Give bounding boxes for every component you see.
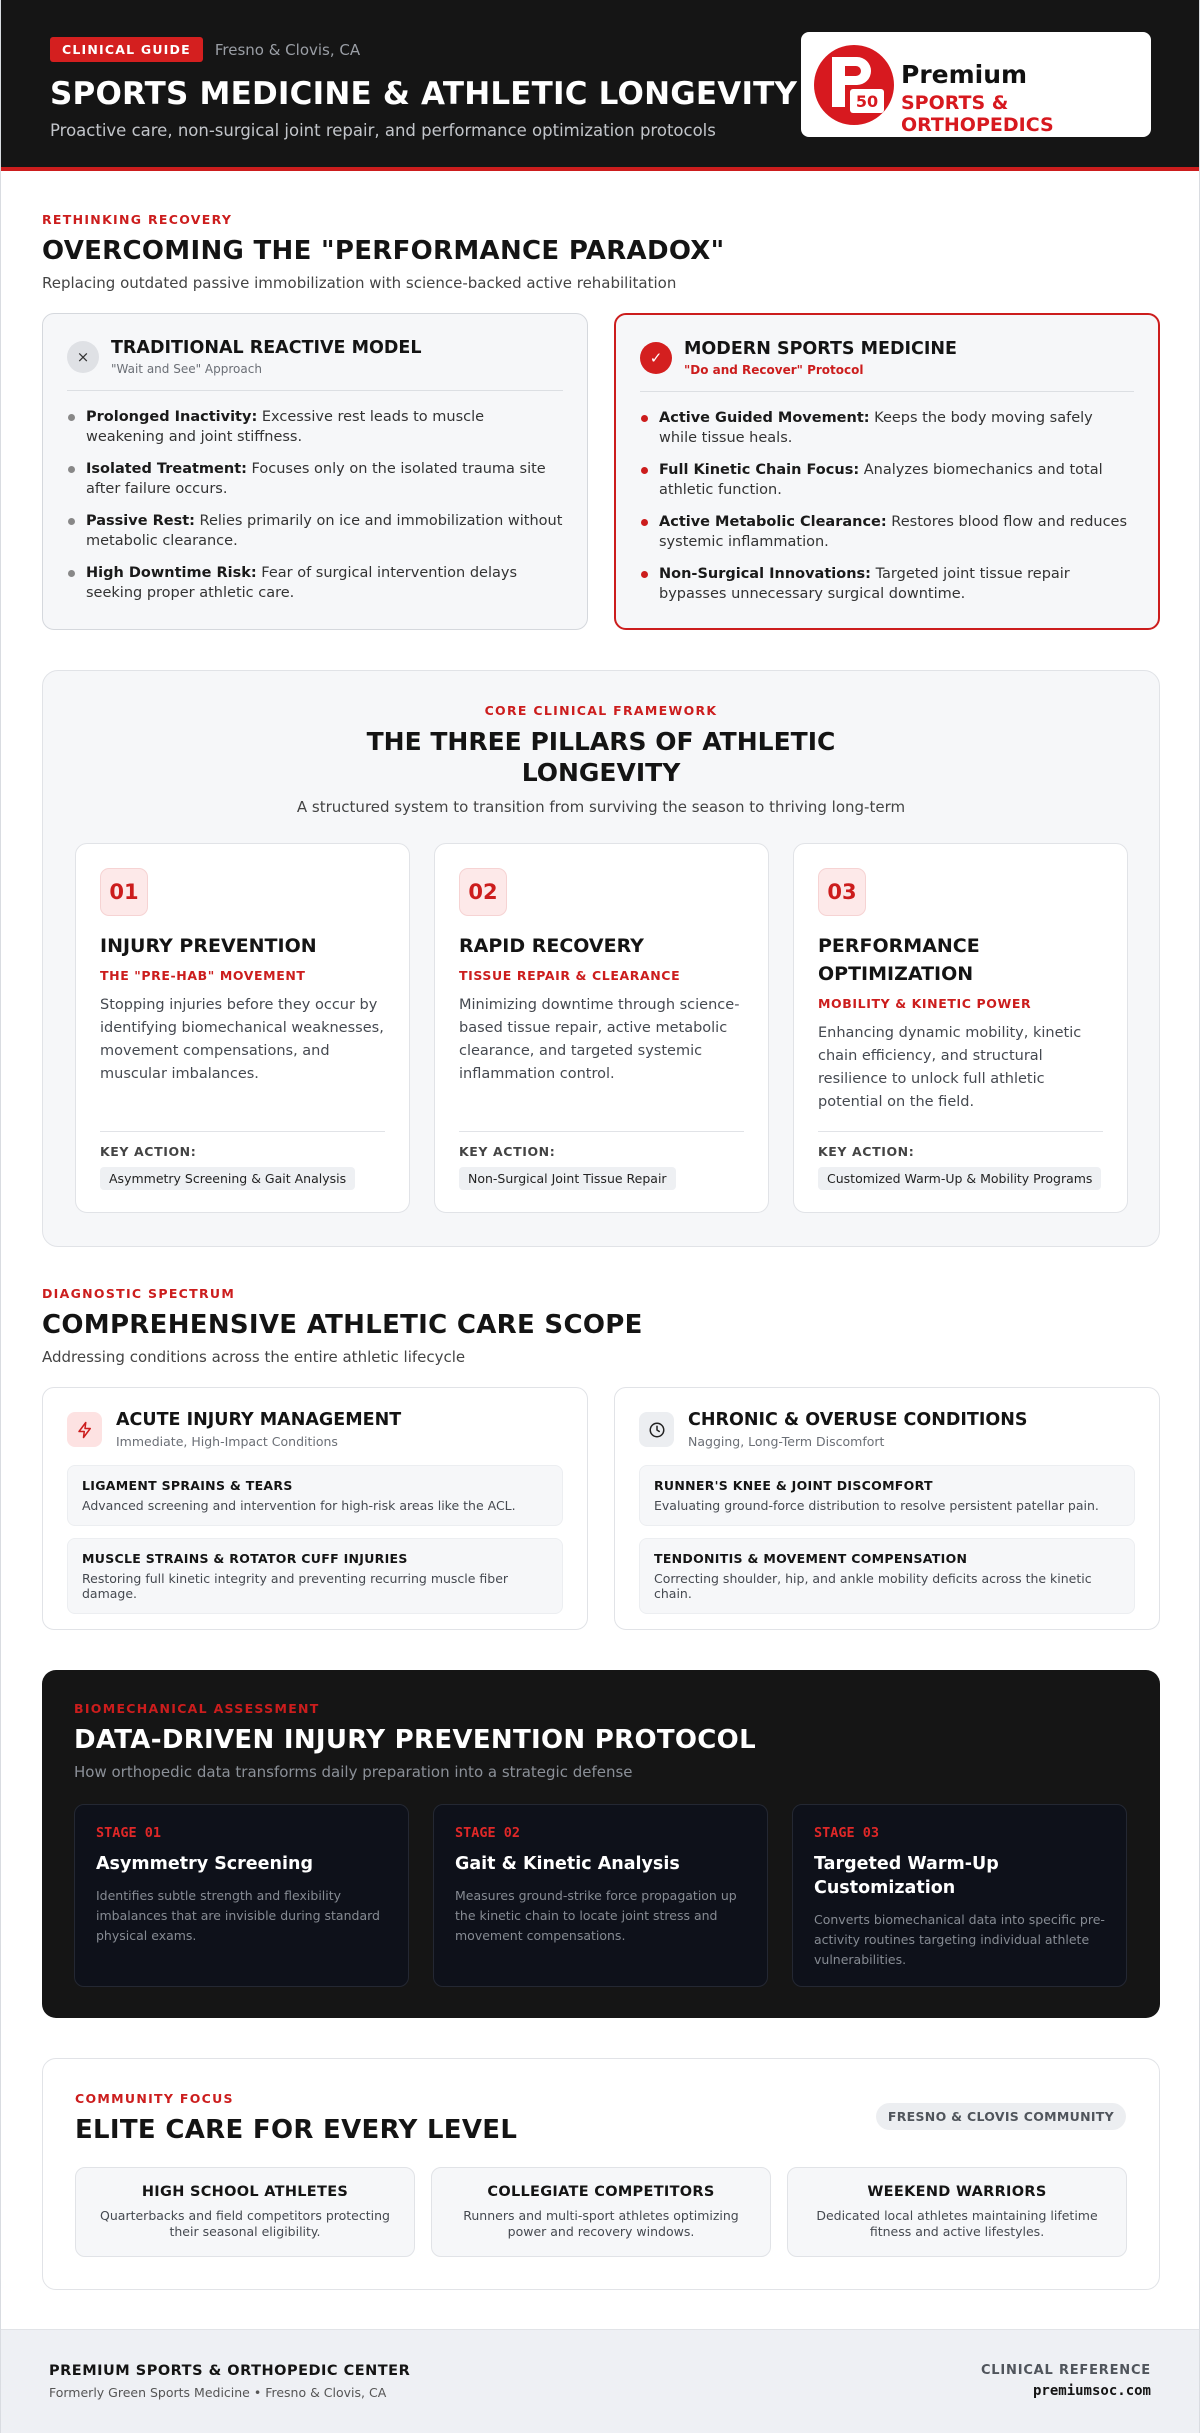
level-description: Runners and multi-sport athletes optimizing power and recovery windows. [463,2208,739,2239]
level-title: HIGH SCHOOL ATHLETES [141,2184,349,2200]
athlete-level-card [431,2167,771,2257]
level-description: Quarterbacks and field competitors protecting their seasonal eligibility. [100,2208,390,2239]
stage-card [74,1804,409,1987]
section-title: OVERCOMING THE "PERFORMANCE PARADOX" [42,236,725,266]
condition-title: TENDONITIS & MOVEMENT COMPENSATION [654,1551,968,1566]
footer-subtitle: Formerly Green Sports Medicine • Fresno & Clovis, CA [49,2385,387,2400]
stage-number: STAGE 01 [96,1825,162,1841]
section-subtitle: How orthopedic data transforms daily preparation into a strategic defense [74,1763,633,1781]
athlete-level-card [75,2167,415,2257]
list-item: Active Metabolic Clearance: Restores blood flow and reduces systemic inflammation. [640,512,1134,552]
stage-number: STAGE 02 [455,1825,521,1841]
card-title: MODERN SPORTS MEDICINE [684,339,957,359]
condition-item [67,1465,563,1526]
page-header [1,0,1199,171]
lightning-icon [67,1412,102,1447]
list-item: High Downtime Risk: Fear of surgical intervention delays seeking proper athletic care. [67,563,563,603]
stage-title: Gait & Kinetic Analysis [455,1854,680,1874]
key-action-label: KEY ACTION: [459,1144,556,1159]
athlete-level-card [787,2167,1127,2257]
list-item: Prolonged Inactivity: Excessive rest leads to muscle weakening and joint stiffness. [67,407,563,447]
condition-title: MUSCLE STRAINS & ROTATOR CUFF INJURIES [82,1551,408,1566]
section-eyebrow: BIOMECHANICAL ASSESSMENT [74,1701,320,1716]
acute-injury-card [42,1387,588,1630]
card-title: TRADITIONAL REACTIVE MODEL [111,338,422,358]
key-action-chip: Customized Warm-Up & Mobility Programs [818,1167,1101,1190]
logo-wordmark-primary: Premium [901,60,1028,89]
pillar-number: 01 [100,868,148,916]
condition-description: Evaluating ground-force distribution to resolve persistent patellar pain. [654,1498,1099,1513]
section-subtitle: A structured system to transition from surviving the season to thriving long-term [296,798,906,816]
section-title: DATA-DRIVEN INJURY PREVENTION PROTOCOL [74,1725,756,1755]
pillar-title: PERFORMANCE OPTIMIZATION [818,935,980,985]
card-title: ACUTE INJURY MANAGEMENT [116,1410,402,1430]
section-title: THE THREE PILLARS OF ATHLETIC LONGEVITY [366,727,836,787]
pillar-number: 02 [459,868,507,916]
card-title: CHRONIC & OVERUSE CONDITIONS [688,1410,1028,1430]
logo-wordmark-secondary: SPORTS & ORTHOPEDICS [901,92,1054,136]
section-eyebrow: DIAGNOSTIC SPECTRUM [42,1286,236,1301]
section-eyebrow: COMMUNITY FOCUS [75,2091,234,2106]
pillar-card-performance-optimization [793,843,1128,1213]
footer-title: PREMIUM SPORTS & ORTHOPEDIC CENTER [49,2363,411,2379]
protocol-section [42,1670,1160,2018]
condition-description: Correcting shoulder, hip, and ankle mobility deficits across the kinetic chain. [654,1571,1092,1601]
modern-medicine-card [614,313,1160,630]
section-eyebrow: CORE CLINICAL FRAMEWORK [484,703,718,718]
section-subtitle: Addressing conditions across the entire athletic lifecycle [42,1348,466,1366]
logo-mark-icon [814,45,894,125]
section-eyebrow: RETHINKING RECOVERY [42,212,233,227]
scope-section-header [42,1286,643,1366]
stage-description: Identifies subtle strength and flexibility imbalances that are invisible during standard physical exams. [96,1888,380,1943]
condition-description: Advanced screening and intervention for high-risk areas like the ACL. [82,1498,516,1513]
key-action-label: KEY ACTION: [818,1144,915,1159]
location-label: Fresno & Clovis, CA [214,40,361,59]
list-item: Full Kinetic Chain Focus: Analyzes biomechanics and total athletic function. [640,460,1134,500]
pillar-description: Stopping injuries before they occur by identifying biomechanical weaknesses, movement compensations, and muscular imbalances. [100,997,384,1082]
pillar-description: Enhancing dynamic mobility, kinetic chain efficiency, and structural resilience to unlock full athletic potential on the field. [818,1025,1082,1110]
condition-item [639,1465,1135,1526]
elite-care-section [42,2058,1160,2290]
pillar-tag: MOBILITY & KINETIC POWER [818,996,1032,1011]
level-title: WEEKEND WARRIORS [867,2184,1047,2200]
card-subtitle: Nagging, Long-Term Discomfort [688,1434,885,1449]
list-item: Passive Rest: Relies primarily on ice and immobilization without metabolic clearance. [67,511,563,551]
list-item: Non-Surgical Innovations: Targeted joint tissue repair bypasses unnecessary surgical downtime. [640,564,1134,604]
card-subtitle: Immediate, High-Impact Conditions [116,1434,338,1449]
stage-number: STAGE 03 [814,1825,880,1841]
card-subtitle: "Do and Recover" Protocol [684,363,864,377]
condition-title: RUNNER'S KNEE & JOINT DISCOMFORT [654,1478,933,1493]
svg-text:50: 50 [855,92,879,111]
stage-description: Converts biomechanical data into specific pre-activity routines targeting individual athlete vulnerabilities. [814,1912,1105,1967]
stage-card [433,1804,768,1987]
list-item: Isolated Treatment: Focuses only on the isolated trauma site after failure occurs. [67,459,563,499]
condition-description: Restoring full kinetic integrity and preventing recurring muscle fiber damage. [82,1571,509,1601]
website-link[interactable]: premiumsoc.com [1032,2383,1151,2399]
close-icon: × [67,341,99,373]
section-title: ELITE CARE FOR EVERY LEVEL [75,2115,518,2145]
brand-logo [801,32,1151,137]
stage-card [792,1804,1127,1987]
paradox-section-header [42,212,725,292]
chronic-conditions-card [614,1387,1160,1630]
card-subtitle: "Wait and See" Approach [111,362,262,376]
community-badge: FRESNO & CLOVIS COMMUNITY [876,2103,1126,2130]
clinical-guide-badge: CLINICAL GUIDE [50,37,203,62]
section-title: COMPREHENSIVE ATHLETIC CARE SCOPE [42,1310,643,1340]
key-action-chip: Asymmetry Screening & Gait Analysis [100,1167,355,1190]
pillar-number: 03 [818,868,866,916]
page-title: SPORTS MEDICINE & ATHLETIC LONGEVITY [50,76,798,112]
pillar-title: RAPID RECOVERY [459,935,644,957]
condition-item [67,1538,563,1614]
level-title: COLLEGIATE COMPETITORS [487,2184,715,2200]
stage-title: Targeted Warm-Up Customization [814,1854,999,1898]
traditional-model-card [42,313,588,630]
pillar-description: Minimizing downtime through science-based tissue repair, active metabolic clearance, and targeted systemic inflammation control. [459,997,740,1082]
checkmark-icon: ✓ [640,342,672,374]
key-action-chip: Non-Surgical Joint Tissue Repair [459,1167,676,1190]
page-footer [1,2329,1199,2433]
pillar-tag: TISSUE REPAIR & CLEARANCE [459,968,681,983]
pillar-card-rapid-recovery [434,843,769,1213]
key-action-label: KEY ACTION: [100,1144,197,1159]
pillar-tag: THE "PRE-HAB" MOVEMENT [100,968,306,983]
stage-title: Asymmetry Screening [96,1854,313,1874]
pillars-section [42,670,1160,1247]
list-item: Active Guided Movement: Keeps the body moving safely while tissue heals. [640,408,1134,448]
section-subtitle: Replacing outdated passive immobilization with science-backed active rehabilitation [42,274,677,292]
clock-icon [639,1412,674,1447]
stage-description: Measures ground-strike force propagation up the kinetic chain to locate joint stress and movement compensations. [455,1888,737,1943]
condition-item [639,1538,1135,1614]
clinical-reference-label: CLINICAL REFERENCE [980,2363,1151,2378]
level-description: Dedicated local athletes maintaining lifetime fitness and active lifestyles. [816,2208,1098,2239]
page-subtitle: Proactive care, non-surgical joint repair, and performance optimization protocols [50,121,716,140]
pillar-card-injury-prevention [75,843,410,1213]
pillar-title: INJURY PREVENTION [100,935,317,957]
condition-title: LIGAMENT SPRAINS & TEARS [82,1478,293,1493]
